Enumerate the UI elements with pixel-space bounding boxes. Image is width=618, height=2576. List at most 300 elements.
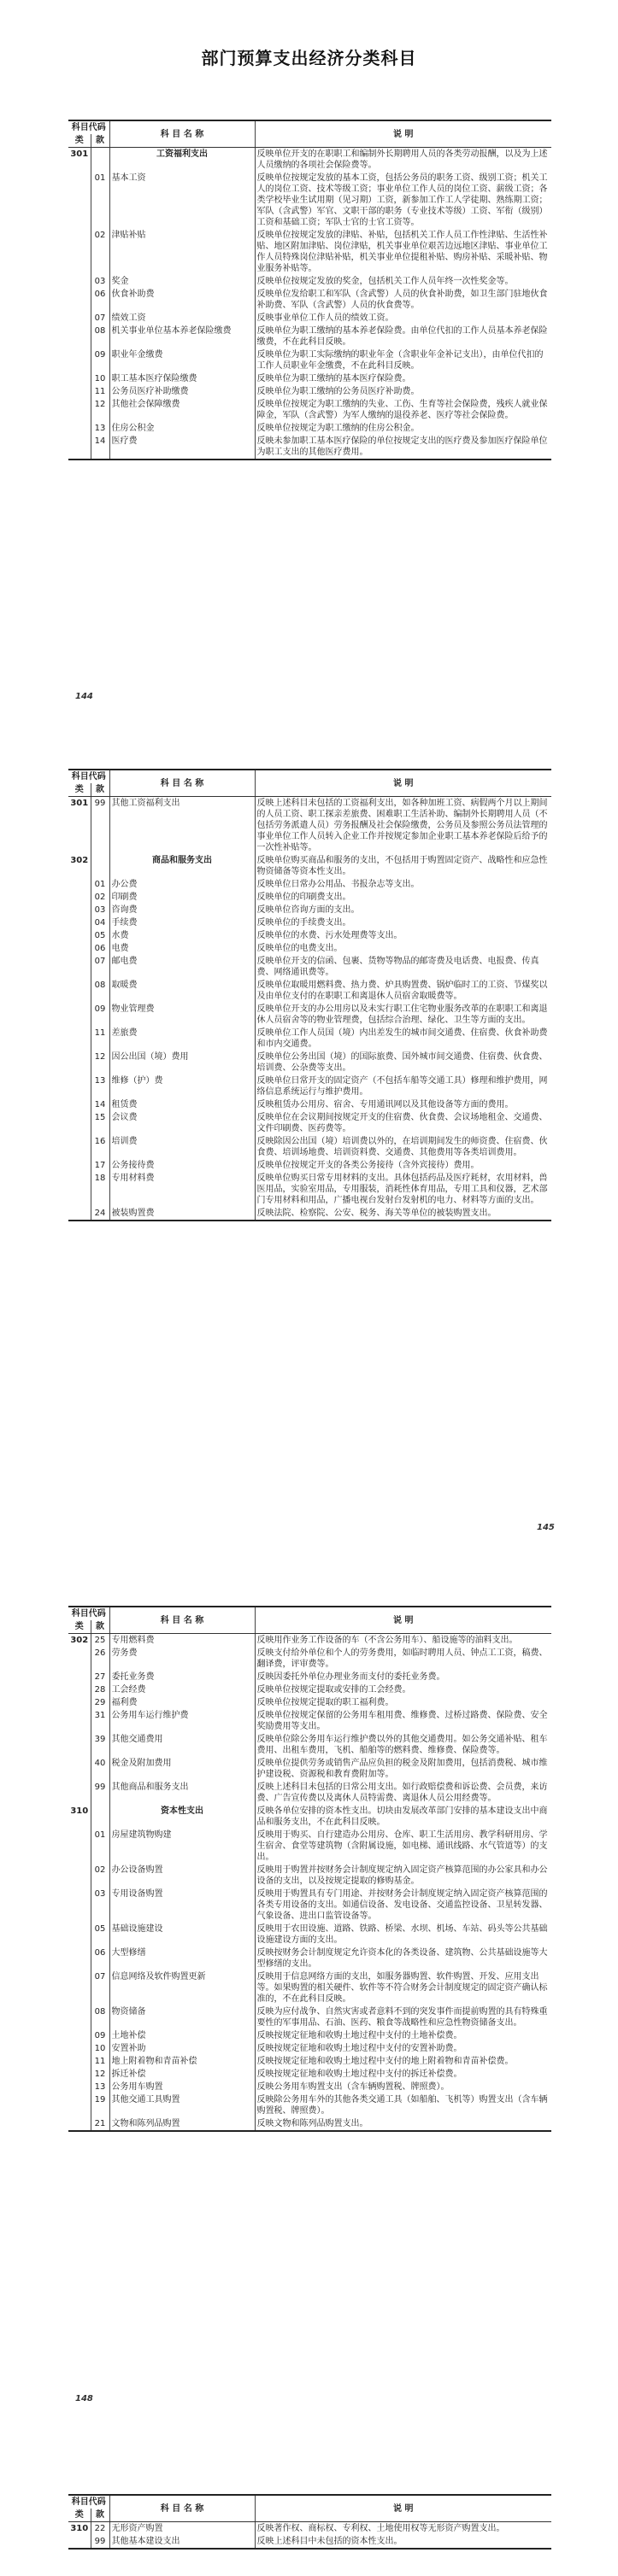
table-row bbox=[68, 2068, 551, 2081]
item-name: 住房公积金 bbox=[109, 422, 255, 435]
item-description: 反映按规定征地和收购土地过程中支付的拆迁补偿费。 bbox=[256, 2070, 462, 2079]
item-code: 19 bbox=[91, 2093, 109, 2117]
item-code: 17 bbox=[91, 1159, 109, 1172]
item-name: 专用燃料费 bbox=[109, 1634, 255, 1648]
item-description: 反映文物和陈列品购置支出。 bbox=[255, 2117, 551, 2131]
item-description: 反映用于购买、自行建造办公用房、仓库、职工生活用房、教学科研用房、学生宿舍、食堂等建筑物（含附属设施，如电梯、通讯线路、水气管道等）的支出。 bbox=[256, 1830, 548, 1862]
item-description: 反映单位按规定发放的奖金，包括机关工作人员年终一次性奖金等。 bbox=[256, 277, 514, 286]
item-name: 会议费 bbox=[109, 1111, 255, 1135]
item-code: 05 bbox=[91, 1923, 109, 1947]
item-code: 99 bbox=[91, 797, 109, 855]
category-code bbox=[68, 2029, 91, 2042]
category-code bbox=[68, 1829, 91, 1864]
category-code bbox=[68, 1864, 91, 1888]
table-row bbox=[68, 1805, 551, 1829]
item-code bbox=[91, 148, 109, 173]
item-description: 反映事业单位工作人员的绩效工资。 bbox=[256, 313, 394, 323]
item-code bbox=[91, 1805, 109, 1829]
item-code: 09 bbox=[91, 1003, 109, 1027]
item-name: 物资储备 bbox=[109, 2005, 255, 2029]
table-row bbox=[68, 1683, 551, 1696]
item-name: 医疗费 bbox=[109, 435, 255, 460]
item-name: 机关事业单位基本养老保险缴费 bbox=[109, 325, 255, 348]
item-code: 02 bbox=[91, 229, 109, 275]
item-description: 反映公务用车购置支出（含车辆购置税、牌照费）。 bbox=[256, 2082, 450, 2092]
item-description: 反映各单位安排的资本性支出。切块由发展改革部门安排的基本建设支出中商品和服务支出，不在此科目反映。 bbox=[256, 1806, 548, 1827]
category-code bbox=[68, 1696, 91, 1709]
table-row bbox=[68, 2093, 551, 2117]
item-code: 21 bbox=[91, 2117, 109, 2131]
item-code: 06 bbox=[91, 1947, 109, 1970]
table-row bbox=[68, 2055, 551, 2068]
table-row bbox=[68, 1781, 551, 1805]
item-description: 反映单位按规定为职工缴纳的失业、工伤、生育等社会保险费，残疾人就业保障金，军队（含武警）为军人缴纳的退役养老、医疗等社会保险费。 bbox=[256, 400, 548, 420]
table-row bbox=[68, 1098, 551, 1111]
category-code bbox=[68, 1733, 91, 1757]
item-code: 03 bbox=[91, 904, 109, 916]
item-name: 职工基本医疗保险缴费 bbox=[109, 372, 255, 385]
item-name: 手续费 bbox=[109, 916, 255, 929]
table-row bbox=[68, 2522, 551, 2536]
item-description: 反映按规定征地和收购土地过程中支付的土地补偿费。 bbox=[256, 2031, 462, 2040]
table-row bbox=[68, 797, 551, 855]
table-row bbox=[68, 325, 551, 348]
item-code: 13 bbox=[91, 422, 109, 435]
item-name: 安置补助 bbox=[109, 2042, 255, 2055]
table-row bbox=[68, 398, 551, 422]
table-row bbox=[68, 229, 551, 275]
table-row bbox=[68, 854, 551, 878]
item-description: 反映单位咨询方面的支出。 bbox=[256, 905, 360, 915]
item-code: 11 bbox=[91, 2055, 109, 2068]
header-desc: 说 明 bbox=[255, 1607, 551, 1634]
item-description: 反映单位按规定提取或安排的工会经费。 bbox=[256, 1685, 411, 1695]
table-row bbox=[68, 148, 551, 173]
item-name: 无形资产购置 bbox=[109, 2522, 255, 2536]
item-description: 反映单位购买商品和服务的支出，不包括用于购置固定资产、战略性和应急性物资储备等资本性支出。 bbox=[256, 856, 548, 876]
category-code: 301 bbox=[68, 797, 91, 855]
table-row bbox=[68, 275, 551, 288]
header-code: 科目代码 bbox=[68, 120, 109, 134]
table-row bbox=[68, 2029, 551, 2042]
table-row bbox=[68, 1172, 551, 1207]
item-description: 反映单位开支的信函、包裹、货物等物品的邮寄费及电话费、电报费、传真费、网络通讯费等。 bbox=[256, 957, 539, 977]
header-name: 科 目 名 称 bbox=[109, 1607, 255, 1634]
item-name: 电费 bbox=[109, 942, 255, 955]
item-description: 反映单位为职工缴纳的公务员医疗补助费。 bbox=[256, 387, 420, 396]
category-code bbox=[68, 1207, 91, 1221]
item-code: 08 bbox=[91, 2005, 109, 2029]
item-name: 福利费 bbox=[109, 1696, 255, 1709]
header-code: 科目代码 bbox=[68, 770, 109, 783]
category-code bbox=[68, 1027, 91, 1051]
header-lei: 类 bbox=[68, 2509, 91, 2522]
item-name: 资本性支出 bbox=[109, 1805, 255, 1829]
table-row bbox=[68, 2005, 551, 2029]
table-row bbox=[68, 1051, 551, 1074]
table-row bbox=[68, 1733, 551, 1757]
header-code: 科目代码 bbox=[68, 1607, 109, 1620]
table-row bbox=[68, 1829, 551, 1864]
item-code: 39 bbox=[91, 1733, 109, 1757]
item-name: 专用设备购置 bbox=[109, 1888, 255, 1923]
item-code: 09 bbox=[91, 348, 109, 372]
category-code bbox=[68, 1647, 91, 1671]
category-code bbox=[68, 1970, 91, 2005]
item-name: 大型修缮 bbox=[109, 1947, 255, 1970]
item-name: 信息网络及软件购置更新 bbox=[109, 1970, 255, 2005]
item-name: 租赁费 bbox=[109, 1098, 255, 1111]
table-row bbox=[68, 385, 551, 398]
table-row bbox=[68, 891, 551, 904]
item-description: 反映上述科目未包括的工资福利支出，如各种加班工资、病假两个月以上期间的人员工资、职工探亲差旅费、困难职工生活补助、编制外长期聘用人员（不包括劳务派遣人员）劳务报酬及社会保险缴费，公务员及参照公务员法管理的事业单位工作人员转入企业工作并按规定参加企业职工基本养老保险后给予的一次性补贴等。 bbox=[256, 799, 548, 852]
item-code: 10 bbox=[91, 2042, 109, 2055]
item-code: 02 bbox=[91, 891, 109, 904]
item-code: 12 bbox=[91, 1051, 109, 1074]
item-code: 10 bbox=[91, 372, 109, 385]
item-code: 27 bbox=[91, 1671, 109, 1683]
table-row bbox=[68, 348, 551, 372]
table-row bbox=[68, 2535, 551, 2549]
item-name: 公务用车购置 bbox=[109, 2081, 255, 2093]
item-code: 18 bbox=[91, 1172, 109, 1207]
item-name: 基础设施建设 bbox=[109, 1923, 255, 1947]
category-code bbox=[68, 385, 91, 398]
item-code: 03 bbox=[91, 1888, 109, 1923]
category-code bbox=[68, 929, 91, 942]
item-description: 反映因委托外单位办理业务而支付的委托业务费。 bbox=[256, 1672, 445, 1682]
category-code bbox=[68, 275, 91, 288]
table-row bbox=[68, 929, 551, 942]
header-name: 科 目 名 称 bbox=[109, 770, 255, 797]
item-code: 25 bbox=[91, 1634, 109, 1648]
table-row bbox=[68, 1696, 551, 1709]
table-row bbox=[68, 1888, 551, 1923]
table-row bbox=[68, 904, 551, 916]
category-code bbox=[68, 1051, 91, 1074]
item-name: 奖金 bbox=[109, 275, 255, 288]
category-code: 310 bbox=[68, 2522, 91, 2536]
page-number: 145 bbox=[537, 1523, 555, 1532]
item-code: 02 bbox=[91, 1864, 109, 1888]
item-code bbox=[91, 854, 109, 878]
category-code bbox=[68, 2117, 91, 2131]
table-row bbox=[68, 955, 551, 979]
header-lei: 类 bbox=[68, 134, 91, 148]
item-name: 水费 bbox=[109, 929, 255, 942]
category-code bbox=[68, 1098, 91, 1111]
item-code: 01 bbox=[91, 1829, 109, 1864]
category-code bbox=[68, 878, 91, 891]
item-description: 反映单位按规定为职工缴纳的住房公积金。 bbox=[256, 424, 420, 433]
header-kuan: 款 bbox=[91, 134, 109, 148]
item-name: 办公费 bbox=[109, 878, 255, 891]
header-lei: 类 bbox=[68, 783, 91, 797]
table-row bbox=[68, 422, 551, 435]
item-name: 其他基本建设支出 bbox=[109, 2535, 255, 2549]
item-name: 咨询费 bbox=[109, 904, 255, 916]
item-description: 反映单位按规定发放的津贴、补贴，包括机关工作人员工作性津贴、生活性补贴、地区附加津贴、岗位津贴，机关事业单位艰苦边远地区津贴、事业单位工作人员特殊岗位津贴补贴，机关事业单位提租补贴、购房补贴、采暖补贴、物业服务补贴等。 bbox=[256, 231, 548, 273]
category-code bbox=[68, 1683, 91, 1696]
item-name: 地上附着物和青苗补偿 bbox=[109, 2055, 255, 2068]
item-name: 取暖费 bbox=[109, 979, 255, 1003]
table-row bbox=[68, 1647, 551, 1671]
category-code bbox=[68, 2068, 91, 2081]
item-code: 29 bbox=[91, 1696, 109, 1709]
table-row bbox=[68, 2042, 551, 2055]
category-code bbox=[68, 312, 91, 325]
item-code: 14 bbox=[91, 1098, 109, 1111]
item-code: 14 bbox=[91, 435, 109, 460]
header-desc: 说 明 bbox=[255, 770, 551, 797]
item-description: 反映单位按规定保留的公务用车租用费、维修费、过桥过路费、保险费、安全奖励费用等支出。 bbox=[256, 1711, 548, 1731]
item-code: 07 bbox=[91, 955, 109, 979]
item-code: 13 bbox=[91, 2081, 109, 2093]
item-name: 维修（护）费 bbox=[109, 1074, 255, 1098]
item-name: 工会经费 bbox=[109, 1683, 255, 1696]
table-row bbox=[68, 1207, 551, 1221]
category-code bbox=[68, 325, 91, 348]
item-code: 12 bbox=[91, 398, 109, 422]
item-description: 反映单位为职工缴纳的基本医疗保险费。 bbox=[256, 374, 411, 383]
item-description: 反映用于购置具有专门用途、并按财务会计制度规定纳入固定资产核算范围的各类专用设备的支出。如通信设备、发电设备、交通监控设备、卫星转发器、气象设备、进出口监管设备等。 bbox=[256, 1889, 548, 1921]
item-code: 08 bbox=[91, 325, 109, 348]
item-code: 09 bbox=[91, 2029, 109, 2042]
category-code bbox=[68, 1757, 91, 1781]
item-description: 反映单位提供劳务或销售产品应负担的税金及附加费用，包括消费税、城市维护建设税、资源税和教育费附加等。 bbox=[256, 1759, 548, 1779]
page-number: 144 bbox=[75, 692, 93, 701]
item-code: 22 bbox=[91, 2522, 109, 2536]
item-description: 反映除公务用车外的其他各类交通工具（如船舶、飞机等）购置支出（含车辆购置税、牌照费）。 bbox=[256, 2095, 548, 2116]
item-code: 11 bbox=[91, 385, 109, 398]
table-row bbox=[68, 1159, 551, 1172]
item-name: 其他交通费用 bbox=[109, 1733, 255, 1757]
category-code bbox=[68, 2535, 91, 2549]
category-code bbox=[68, 1888, 91, 1923]
category-code bbox=[68, 288, 91, 312]
item-description: 反映未参加职工基本医疗保险的单位按规定支出的医疗费及参加医疗保险单位为职工支出的其他医疗费用。 bbox=[255, 435, 551, 460]
item-name: 职业年金缴费 bbox=[109, 348, 255, 372]
category-code bbox=[68, 2042, 91, 2055]
item-code: 06 bbox=[91, 942, 109, 955]
item-name: 土地补偿 bbox=[109, 2029, 255, 2042]
category-code bbox=[68, 955, 91, 979]
item-description: 反映按财务会计制度规定允许资本化的各类设备、建筑物、公共基础设施等大型修缮的支出。 bbox=[256, 1948, 548, 1969]
item-description: 反映法院、检察院、公安、税务、海关等单位的被装购置支出。 bbox=[255, 1207, 551, 1221]
item-description: 反映单位的手续费支出。 bbox=[256, 918, 351, 928]
document-title: 部门预算支出经济分类科目 bbox=[201, 48, 417, 68]
item-name: 其他商品和服务支出 bbox=[109, 1781, 255, 1805]
item-name: 商品和服务支出 bbox=[109, 854, 255, 878]
category-code bbox=[68, 1074, 91, 1098]
category-code: 310 bbox=[68, 1805, 91, 1829]
category-code bbox=[68, 1947, 91, 1970]
item-name: 物业管理费 bbox=[109, 1003, 255, 1027]
header-kuan: 款 bbox=[91, 783, 109, 797]
item-name: 劳务费 bbox=[109, 1647, 255, 1671]
category-code bbox=[68, 1135, 91, 1159]
item-name: 邮电费 bbox=[109, 955, 255, 979]
item-code: 01 bbox=[91, 878, 109, 891]
item-code: 15 bbox=[91, 1111, 109, 1135]
item-name: 其他交通工具购置 bbox=[109, 2093, 255, 2117]
table-row bbox=[68, 1923, 551, 1947]
table-row bbox=[68, 1757, 551, 1781]
item-description: 反映单位除公务用车运行维护费以外的其他交通费用。如公务交通补贴、租车费用、出租车费用，飞机、船舶等的燃料费、维修费、保险费等。 bbox=[256, 1735, 548, 1755]
item-code: 99 bbox=[91, 2535, 109, 2549]
category-code bbox=[68, 942, 91, 955]
header-desc: 说 明 bbox=[255, 120, 551, 148]
header-name: 科 目 名 称 bbox=[109, 2495, 255, 2522]
table-row bbox=[68, 312, 551, 325]
item-code: 03 bbox=[91, 275, 109, 288]
item-description: 反映单位按规定开支的各类公务接待（含外宾接待）费用。 bbox=[256, 1161, 480, 1170]
item-description: 反映按规定征地和收购土地过程中支付的安置补助费。 bbox=[256, 2044, 462, 2053]
item-description: 反映单位日常办公用品、书报杂志等支出。 bbox=[256, 880, 420, 889]
item-name: 津贴补贴 bbox=[109, 229, 255, 275]
table-row bbox=[68, 1864, 551, 1888]
category-code bbox=[68, 372, 91, 385]
item-name: 基本工资 bbox=[109, 172, 255, 229]
item-name: 文物和陈列品购置 bbox=[109, 2117, 255, 2131]
category-code bbox=[68, 422, 91, 435]
item-description: 反映上述科目未包括的日常公用支出。如行政赔偿费和诉讼费、会员费，来访费、广告宣传费以及离休人员特需费、离退休人员公用经费等。 bbox=[256, 1783, 548, 1803]
item-code: 13 bbox=[91, 1074, 109, 1098]
table-row bbox=[68, 2117, 551, 2131]
item-description: 反映按规定征地和收购土地过程中支付的地上附着物和青苗补偿费。 bbox=[256, 2057, 514, 2066]
category-code: 302 bbox=[68, 854, 91, 878]
table-row bbox=[68, 1947, 551, 1970]
classification-table bbox=[68, 1606, 551, 2132]
item-description: 反映单位日常开支的固定资产（不包括车船等交通工具）修理和维护费用，网络信息系统运行与维护费用。 bbox=[256, 1076, 548, 1097]
table-row bbox=[68, 1111, 551, 1135]
table-row bbox=[68, 1003, 551, 1027]
item-name: 办公设备购置 bbox=[109, 1864, 255, 1888]
item-name: 被装购置费 bbox=[109, 1207, 255, 1221]
item-name: 印刷费 bbox=[109, 891, 255, 904]
item-description: 反映单位工作人员国（境）内出差发生的城市间交通费、住宿费、伙食补助费和市内交通费。 bbox=[256, 1028, 548, 1049]
item-code: 07 bbox=[91, 312, 109, 325]
category-code bbox=[68, 1159, 91, 1172]
classification-table bbox=[68, 769, 551, 1221]
item-description: 反映单位为职工缴纳的基本养老保险费。由单位代扣的工作人员基本养老保险缴费，不在此科目反映。 bbox=[256, 326, 548, 347]
item-name: 绩效工资 bbox=[109, 312, 255, 325]
item-description: 反映用于购置并按财务会计制度规定纳入固定资产核算范围的办公家具和办公设备的支出，以及按规定提取的修购基金。 bbox=[256, 1865, 548, 1886]
item-description: 反映单位公务出国（境）的国际旅费、国外城市间交通费、住宿费、伙食费、培训费、公杂费等支出。 bbox=[256, 1052, 548, 1073]
item-description: 反映租赁办公用房、宿舍、专用通讯网以及其他设备等方面的费用。 bbox=[256, 1100, 514, 1109]
item-description: 反映单位的电费支出。 bbox=[256, 944, 343, 953]
item-name: 其他工资福利支出 bbox=[109, 797, 255, 855]
category-code bbox=[68, 1781, 91, 1805]
item-name: 公务接待费 bbox=[109, 1159, 255, 1172]
item-code: 08 bbox=[91, 979, 109, 1003]
category-code bbox=[68, 2093, 91, 2117]
item-code: 28 bbox=[91, 1683, 109, 1696]
item-code: 07 bbox=[91, 1970, 109, 2005]
table-row bbox=[68, 288, 551, 312]
item-description: 反映除因公出国（境）培训费以外的，在培训期间发生的师资费、住宿费、伙食费、培训场地费、培训资料费、交通费、其他费用等各类培训费用。 bbox=[256, 1137, 548, 1157]
item-code: 04 bbox=[91, 916, 109, 929]
item-name: 工资福利支出 bbox=[109, 148, 255, 173]
item-code: 24 bbox=[91, 1207, 109, 1221]
item-code: 31 bbox=[91, 1709, 109, 1733]
item-description: 反映单位为职工实际缴纳的职业年金（含职业年金补记支出），由单位代扣的工作人员职业年金缴费，不在此科目反映。 bbox=[256, 350, 544, 371]
item-description: 反映著作权、商标权、专利权、土地使用权等无形资产购置支出。 bbox=[256, 2524, 505, 2533]
header-kuan: 款 bbox=[91, 1620, 109, 1634]
item-name: 培训费 bbox=[109, 1135, 255, 1159]
category-code bbox=[68, 1923, 91, 1947]
table-row bbox=[68, 435, 551, 460]
category-code bbox=[68, 904, 91, 916]
item-description: 反映单位购买日常专用材料的支出。具体包括药品及医疗耗材，农用材料，兽医用品，实验室用品，专用服装，消耗性体育用品，专用工具和仪器，艺术部门专用材料和用品，广播电视台发射台发射机的电力、材料等方面的支出。 bbox=[256, 1174, 548, 1205]
category-code bbox=[68, 2005, 91, 2029]
header-code: 科目代码 bbox=[68, 2495, 109, 2509]
item-description: 反映用于信息网络方面的支出，如服务器购置、软件购置、开发、应用支出等。如果购置的相关硬件、软件等不符合财务会计制度规定的固定资产确认标准的，不在此科目反映。 bbox=[256, 1972, 548, 2004]
category-code bbox=[68, 1709, 91, 1733]
item-description: 反映用作业务工作设备的车（不含公务用车）、船设施等的油料支出。 bbox=[256, 1636, 518, 1645]
table-row bbox=[68, 1027, 551, 1051]
category-code bbox=[68, 398, 91, 422]
item-description: 反映支付给外单位和个人的劳务费用，如临时聘用人员、钟点工工资，稿费、翻译费，评审费等。 bbox=[256, 1648, 548, 1669]
category-code bbox=[68, 172, 91, 229]
table-row bbox=[68, 1074, 551, 1098]
item-name: 税金及附加费用 bbox=[109, 1757, 255, 1781]
table-row bbox=[68, 942, 551, 955]
item-name: 专用材料费 bbox=[109, 1172, 255, 1207]
category-code bbox=[68, 1003, 91, 1027]
table-row bbox=[68, 1671, 551, 1683]
item-name: 其他社会保障缴费 bbox=[109, 398, 255, 422]
item-description: 反映单位的印刷费支出。 bbox=[256, 893, 351, 902]
table-row bbox=[68, 372, 551, 385]
item-name: 差旅费 bbox=[109, 1027, 255, 1051]
page-number: 148 bbox=[75, 2394, 93, 2403]
item-code: 16 bbox=[91, 1135, 109, 1159]
category-code bbox=[68, 348, 91, 372]
table-row bbox=[68, 1970, 551, 2005]
item-code: 40 bbox=[91, 1757, 109, 1781]
table-row bbox=[68, 1709, 551, 1733]
item-description: 反映单位开支的在职职工和编制外长期聘用人员的各类劳动报酬，以及为上述人员缴纳的各项社会保险费等。 bbox=[256, 149, 548, 170]
item-description: 反映单位在会议期间按规定开支的住宿费、伙食费、会议场地租金、交通费、文件印刷费、医药费等。 bbox=[256, 1113, 548, 1133]
item-code: 11 bbox=[91, 1027, 109, 1051]
category-code bbox=[68, 435, 91, 460]
item-description: 反映用于农田设施、道路、铁路、桥梁、水坝、机场、车站、码头等公共基础设施建设方面的支出。 bbox=[256, 1924, 548, 1945]
item-name: 公务员医疗补助缴费 bbox=[109, 385, 255, 398]
item-code: 12 bbox=[91, 2068, 109, 2081]
item-description: 反映单位取暖用燃料费、热力费、炉具购置费、锅炉临时工的工资、节煤奖以及由单位支付的在职职工和离退休人员宿舍取暖费等。 bbox=[256, 981, 548, 1001]
item-code: 05 bbox=[91, 929, 109, 942]
table-row bbox=[68, 2081, 551, 2093]
category-code bbox=[68, 229, 91, 275]
category-code bbox=[68, 1172, 91, 1207]
category-code bbox=[68, 891, 91, 904]
table-row bbox=[68, 1634, 551, 1648]
item-description: 反映单位开支的办公用房以及未实行职工住宅物业服务改革的在职职工和离退休人员宿舍等的物业管理费，包括综合治理、绿化、卫生等方面的支出。 bbox=[256, 1004, 548, 1025]
item-code: 26 bbox=[91, 1647, 109, 1671]
classification-table bbox=[68, 2494, 551, 2550]
table-row bbox=[68, 878, 551, 891]
table-row bbox=[68, 172, 551, 229]
header-kuan: 款 bbox=[91, 2509, 109, 2522]
table-row bbox=[68, 916, 551, 929]
category-code: 302 bbox=[68, 1634, 91, 1648]
item-description: 反映单位发给职工和军队（含武警）人员的伙食补助费，如卫生部门驻地伙食补助费、军队（含武警）人员的伙食费等。 bbox=[256, 290, 548, 310]
item-name: 房屋建筑物购建 bbox=[109, 1829, 255, 1864]
classification-table bbox=[68, 120, 551, 460]
category-code bbox=[68, 2081, 91, 2093]
category-code bbox=[68, 1111, 91, 1135]
